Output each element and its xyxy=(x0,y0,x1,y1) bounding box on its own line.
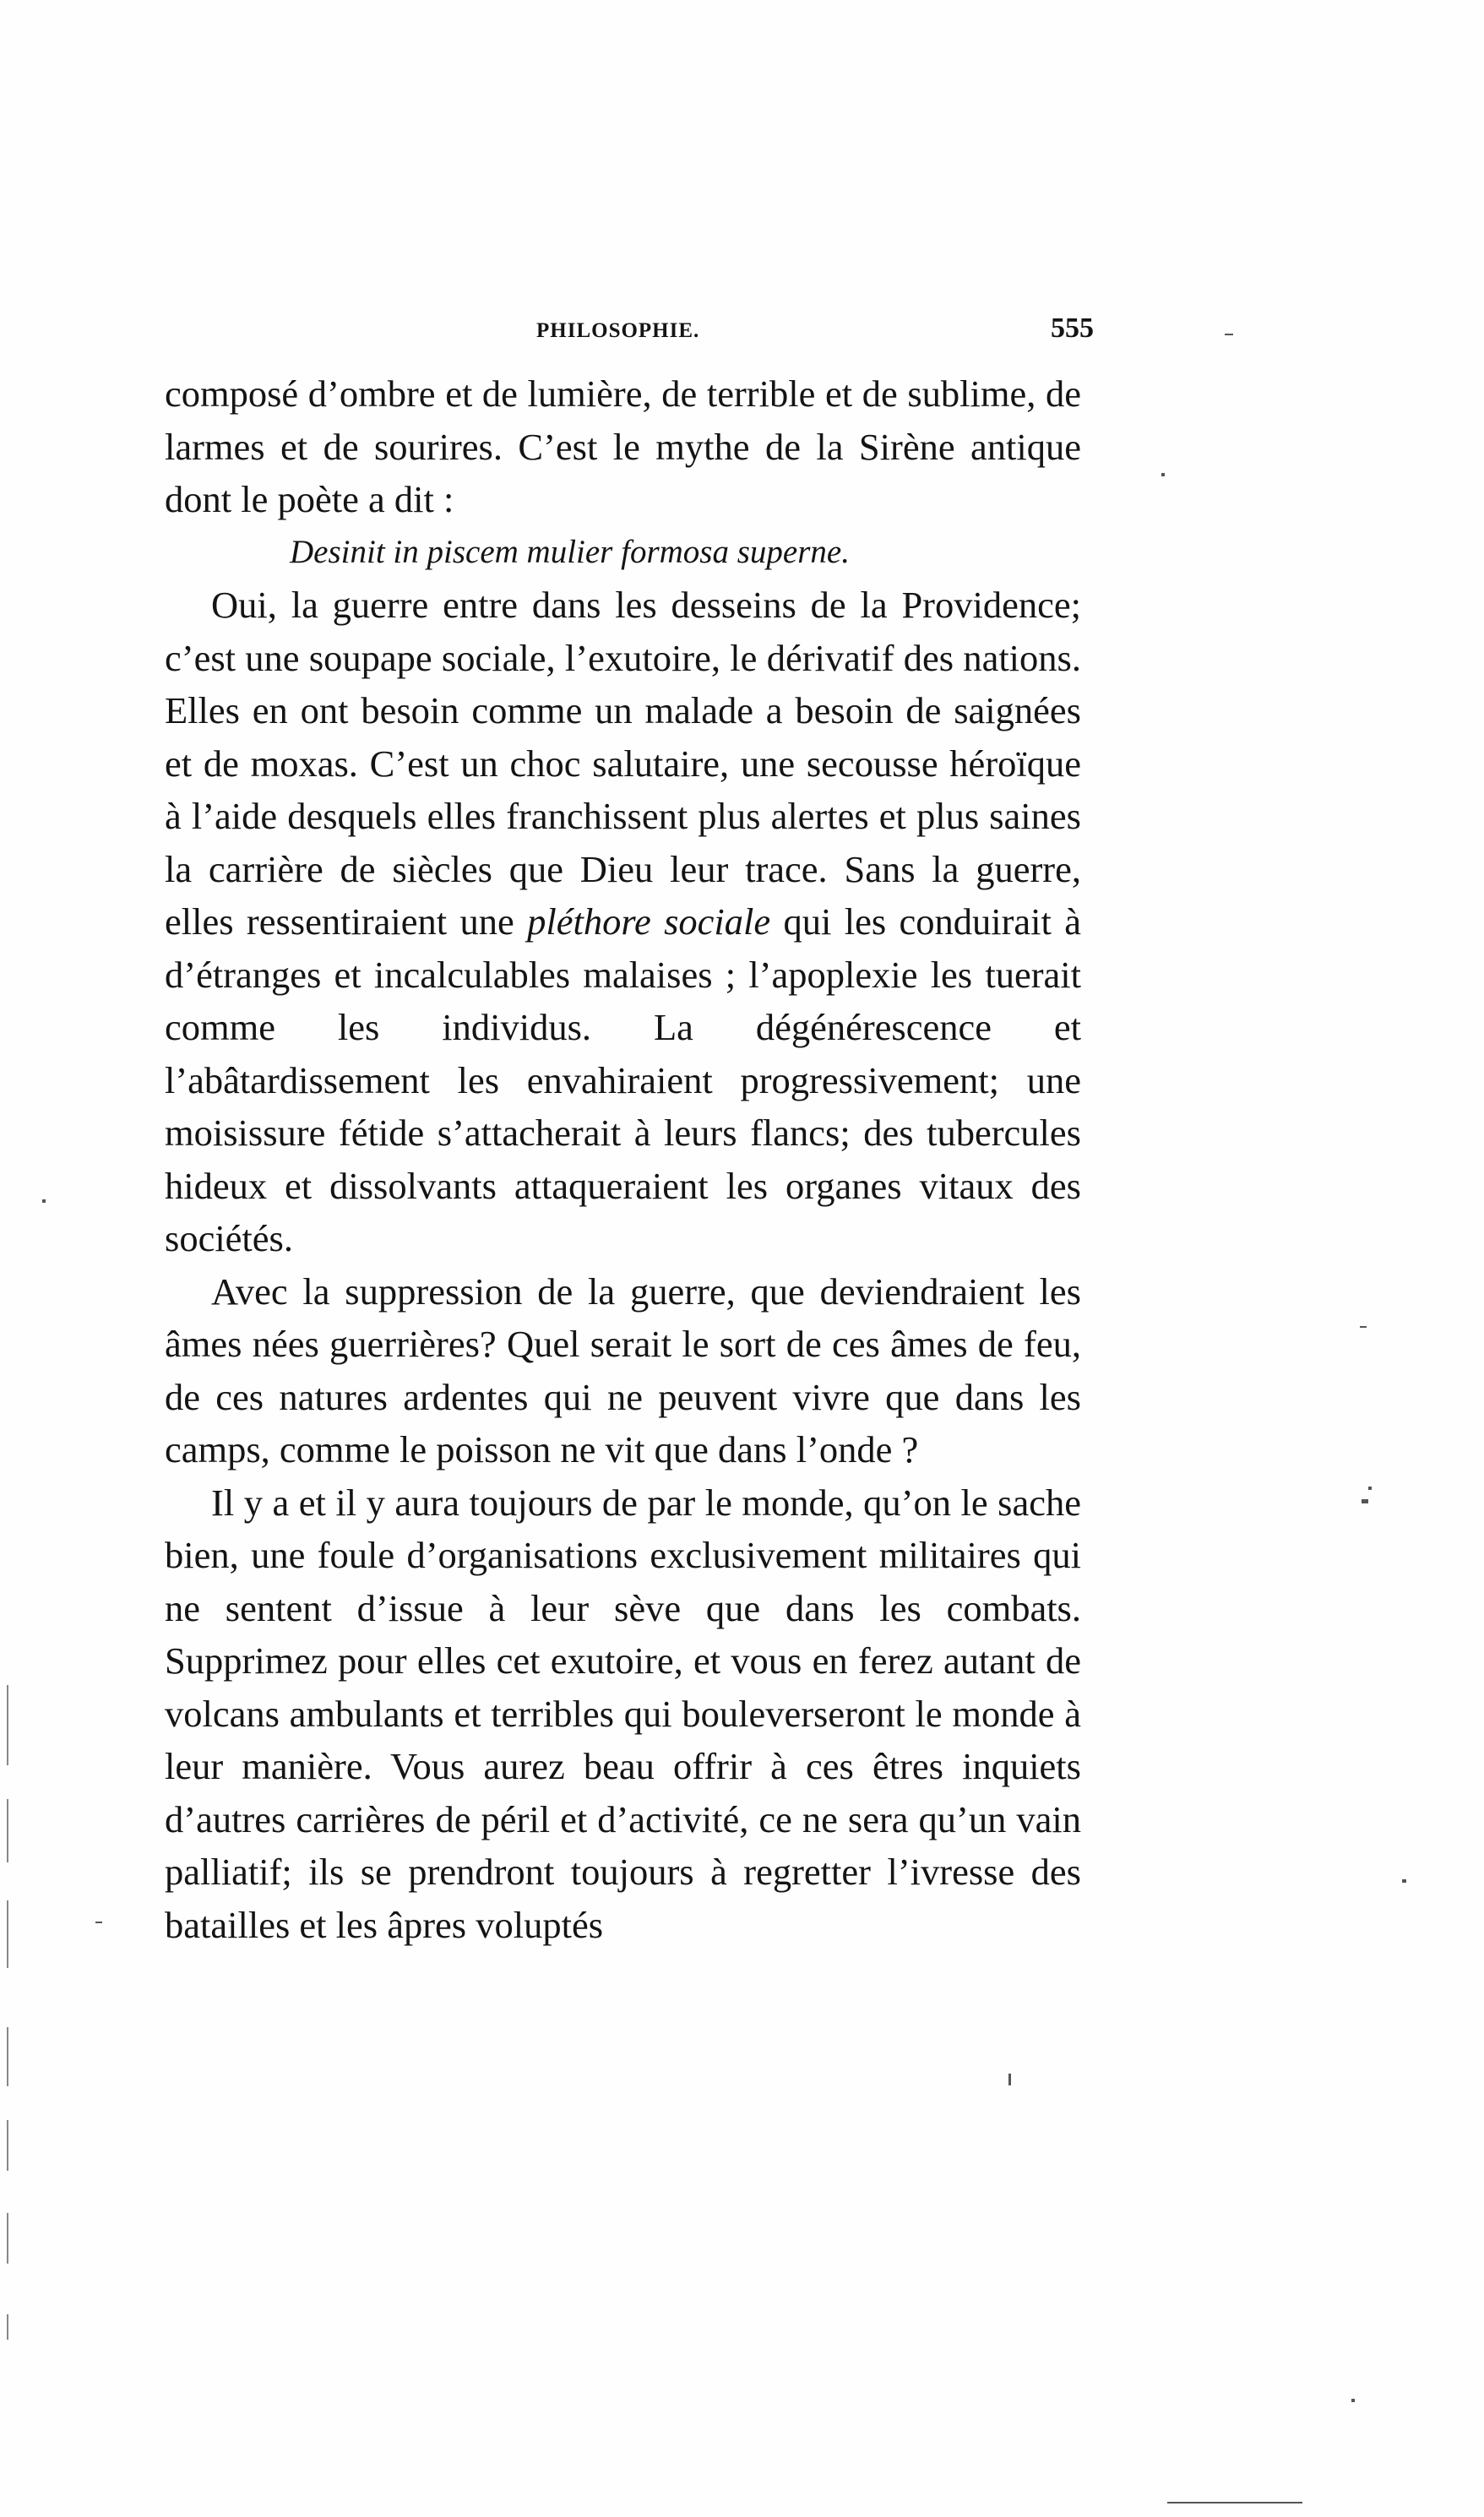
running-title: PHILOSOPHIE. xyxy=(536,319,700,342)
scan-edge-line xyxy=(7,2120,8,2171)
scan-edge-line xyxy=(7,1685,8,1765)
paragraph-text: qui les conduirait à d’étranges et incalculables malaises ; l’apoplexie les tuerait comme les individus. La dégénérescence et l’abâtardissement les envahiraient progressivement; une moisissure fétide s’attacherait à leurs flancs; des tubercules hideux et dissolvants attaqueraient les organes vitaux des sociétés. xyxy=(165,900,1081,1259)
scan-speck xyxy=(1360,1326,1367,1328)
body-text xyxy=(165,367,1081,1951)
latin-verse-quote: Desinit in piscem mulier formosa superne. xyxy=(290,533,850,570)
scan-edge-line xyxy=(7,1799,8,1862)
scan-speck xyxy=(1351,2399,1355,2402)
scan-speck xyxy=(1008,2074,1011,2085)
page-number: 555 xyxy=(1051,313,1094,344)
emphasis-plethore-sociale: pléthore sociale xyxy=(527,900,771,943)
running-head xyxy=(165,313,1094,355)
paragraph-suppression xyxy=(165,1265,1081,1476)
scan-speck xyxy=(1368,1487,1372,1490)
scan-speck xyxy=(1167,2502,1302,2503)
paragraph-text: Avec la suppression de la guerre, que deviendraient les âmes nées guerrières? Quel serait le sort de ces âmes de feu, de ces natures ardentes qui ne peuvent vivre que dans les camps, comme le poisson ne vit que dans l’onde ? xyxy=(165,1269,1081,1471)
paragraph-military-organisations xyxy=(165,1476,1081,1952)
paragraph-text: Oui, la guerre entre dans les desseins de la Providence; c’est une soupape sociale, l’exutoire, le dérivatif des nations. Elles en ont besoin comme un malade a besoin de saignées et de moxas. C’est un choc salutaire, une secousse héroïque à l’aide desquels elles franchissent plus alertes et plus saines la carrière de siècles que Dieu leur trace. Sans la guerre, elles ressentiraient une xyxy=(165,584,1081,943)
paragraph-text: composé d’ombre et de lumière, de terrible et de sublime, de larmes et de sourires. C’est le mythe de la Sirène antique dont le poète a dit : xyxy=(165,372,1081,520)
scan-edge-line xyxy=(7,2027,8,2086)
scan-speck xyxy=(1362,1499,1368,1503)
scan-speck xyxy=(1402,1879,1406,1883)
scan-edge-line xyxy=(7,1900,8,1968)
paragraph-text: Il y a et il y aura toujours de par le monde, qu’on le sache bien, une foule d’organisations exclusivement militaires qui ne sentent d’issue à leur sève que dans les combats. Supprimez pour elles cet exutoire, et vous en ferez autant de volcans ambulants et terribles qui bouleverseront le monde à leur manière. Vous aurez beau offrir à ces êtres inquiets d’autres carrières de péril et d’activité, ce ne sera qu’un vain palliatif; ils se prendront toujours à regretter l’ivresse des batailles et les âpres voluptés xyxy=(165,1481,1081,1946)
scan-speck xyxy=(42,1199,46,1203)
scan-speck xyxy=(1225,334,1233,335)
scan-edge-line xyxy=(7,2314,8,2340)
scan-edge-line xyxy=(7,2213,8,2264)
paragraph-war-providence xyxy=(165,579,1081,1265)
scan-speck xyxy=(95,1922,102,1923)
scan-speck xyxy=(1161,473,1165,476)
paragraph-continued xyxy=(165,367,1081,526)
